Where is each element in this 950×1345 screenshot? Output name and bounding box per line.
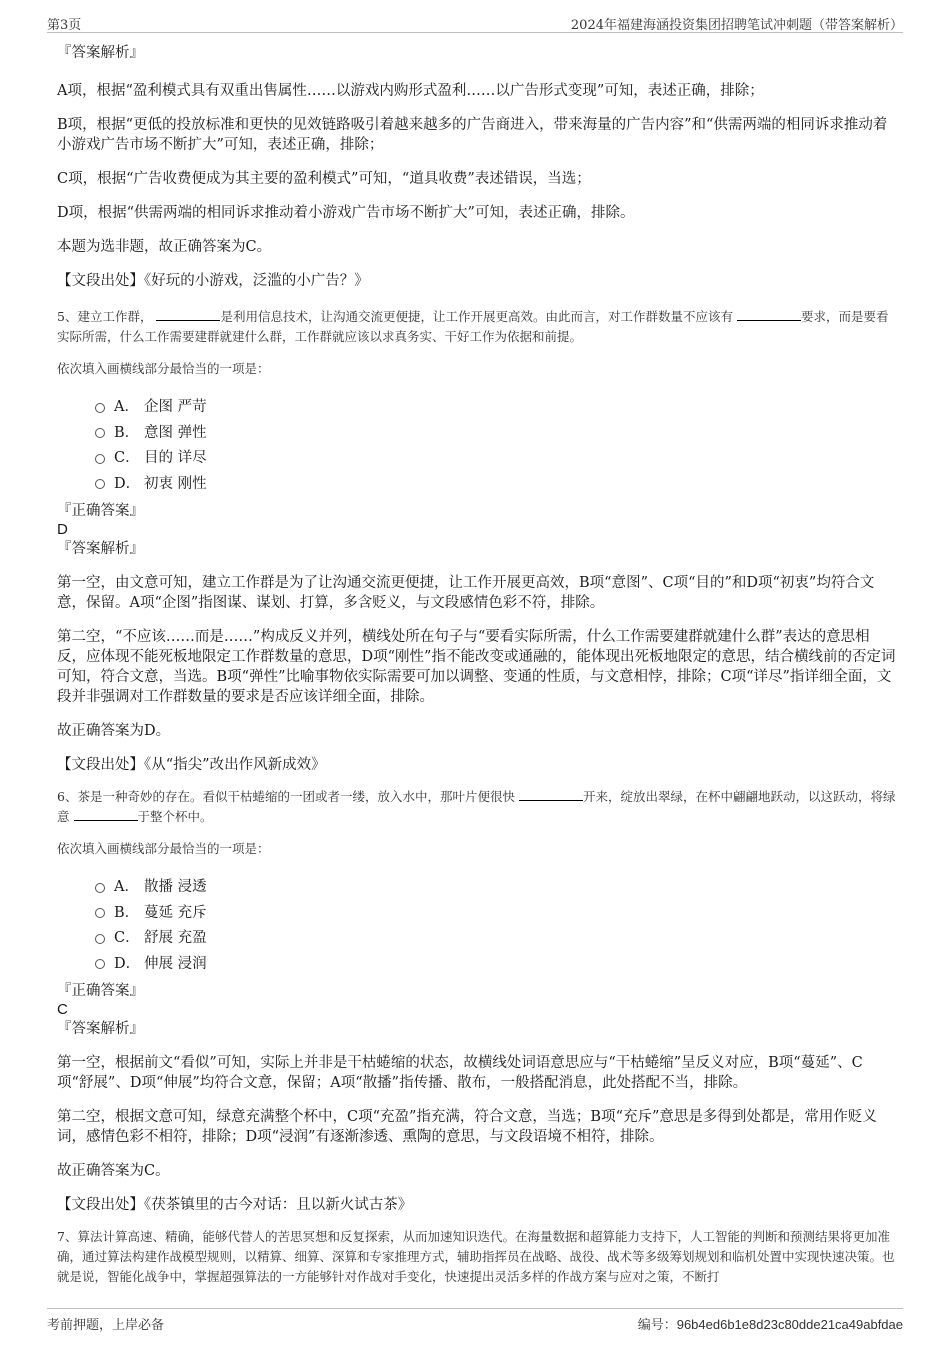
page-number: 第3页 — [47, 18, 82, 33]
document-code: 编号：96b4ed6b1e8d23c80dde21ca49abfdae — [637, 1317, 903, 1333]
fill-blank — [519, 788, 583, 801]
page-header — [47, 12, 903, 33]
analysis-paragraph: A项，根据“盈利模式具有双重出售属性……以游戏内购形式盈利……以广告形式变现”可知，表述正确，排除； — [57, 83, 764, 99]
option-list — [95, 873, 897, 975]
radio-icon[interactable] — [95, 454, 105, 464]
correct-answer: D — [57, 521, 68, 538]
analysis-paragraph: 第一空，由文意可知，建立工作群是为了让沟通交流更便捷，让工作开展更高效，B项“意图”、C项“目的”和D项“初衷”均符合文意，保留。A项“企图”指图谋、谋划、打算，多含贬义，与文段感情色彩不符，排除。 — [57, 575, 875, 611]
analysis-paragraph: 第一空，根据前文“看似”可知，实际上并非是干枯蜷缩的状态，故横线处词语意思应与“干枯蜷缩”呈反义对应，B项“蔓延”、C项“舒展”、D项“伸展”均符合文意，保留；A项“散播”指传播、散布，一般搭配消息，此处搭配不当，排除。 — [57, 1055, 863, 1091]
analysis-conclusion: 本题为选非题，故正确答案为C。 — [57, 239, 272, 255]
question-stem: 7、算法计算高速、精确，能够代替人的苦思冥想和反复探索，从而加速知识迭代。在海量数据和超算能力支持下，人工智能的判断和预测结果将更加准确，通过算法构建作战模型规则，以精算、细算、深算和专家推理方式，辅助指挥员在战略、战役、战术等多级筹划规划和临机处置中实现快速决策。也就是说，智能化战争中，掌握超强算法的一方能够针对作战对手变化，快速提出灵活多样的作战方案与应对之策，不断打 — [57, 1229, 895, 1284]
analysis-paragraph: 第二空，根据文意可知，绿意充满整个杯中，C项“充盈”指充满，符合文意，当选；B项“充斥”意思是多得到处都是，常用作贬义词，感情色彩不相符，排除；D项“浸润”有逐渐渗透、熏陶的意思，与文段语境不相符，排除。 — [57, 1109, 877, 1145]
option-b[interactable]: B． 意图 弹性 — [95, 419, 897, 445]
radio-icon[interactable] — [95, 908, 105, 918]
question-prompt: 依次填入画横线部分最恰当的一项是： — [57, 361, 270, 376]
fill-blank — [737, 308, 801, 321]
page-footer — [47, 1308, 903, 1335]
option-c[interactable]: C． 舒展 充盈 — [95, 924, 897, 950]
analysis-label: 『答案解析』 — [57, 541, 144, 557]
analysis-conclusion: 故正确答案为D。 — [57, 723, 171, 739]
analysis-label: 『答案解析』 — [57, 1021, 144, 1037]
analysis-label: 『答案解析』 — [57, 45, 144, 61]
source-citation: 【文段出处】《茯茶镇里的古今对话：且以新火试古茶》 — [57, 1197, 413, 1213]
correct-answer-label: 『正确答案』 — [57, 983, 144, 999]
analysis-paragraph: 第二空，“不应该……而是……”构成反义并列，横线处所在句子与“要看实际所需，什么工作需要建群就建什么群”表达的意思相反，应体现不能死板地限定工作群数量的意思，D项“刚性”指不能改变或通融的，能体现出死板地限定的意思，结合横线前的否定词可知，符合文意，当选。B项“弹性”比喻事物依实际需要可加以调整、变通的性质，与文意相悖，排除；C项“详尽”指详细全面，文段并非强调对工作群数量的要求是否应该详细全面，排除。 — [57, 629, 896, 705]
option-list — [95, 393, 897, 495]
radio-icon[interactable] — [95, 428, 105, 438]
correct-answer-label: 『正确答案』 — [57, 503, 144, 519]
page-content — [57, 43, 897, 1287]
question-stem: 5、建立工作群， 是利用信息技术，让沟通交流更便捷，让工作开展更高效。由此而言，对工作群数量不应该有 要求，而是要看实际所需，什么工作需要建群就建什么群，工作群就应该以求真务实、干好工作为依据和前提。 — [57, 309, 889, 344]
correct-answer: C — [57, 1001, 68, 1018]
analysis-conclusion: 故正确答案为C。 — [57, 1163, 170, 1179]
fill-blank — [156, 308, 220, 321]
radio-icon[interactable] — [95, 883, 105, 893]
radio-icon[interactable] — [95, 959, 105, 969]
question-prompt: 依次填入画横线部分最恰当的一项是： — [57, 841, 270, 856]
fill-blank — [74, 808, 138, 821]
document-title: 2024年福建海涵投资集团招聘笔试冲刺题（带答案解析） — [570, 18, 903, 33]
question-stem: 6、茶是一种奇妙的存在。看似干枯蜷缩的一团或者一缕，放入水中，那叶片便很快 开来，绽放出翠绿，在杯中翩翩地跃动，以这跃动，将绿意 于整个杯中。 — [57, 789, 896, 824]
option-d[interactable]: D． 伸展 浸润 — [95, 950, 897, 976]
analysis-paragraph: B项，根据“更低的投放标准和更快的见效链路吸引着越来越多的广告商进入，带来海量的广告内容”和“供需两端的相同诉求推动着小游戏广告市场不断扩大”可知，表述正确，排除； — [57, 117, 888, 153]
analysis-paragraph: D项，根据“供需两端的相同诉求推动着小游戏广告市场不断扩大”可知，表述正确，排除。 — [57, 205, 635, 221]
radio-icon[interactable] — [95, 479, 105, 489]
option-d[interactable]: D． 初衷 刚性 — [95, 470, 897, 496]
option-a[interactable]: A． 企图 严苛 — [95, 393, 897, 419]
footer-slogan: 考前押题，上岸必备 — [47, 1318, 165, 1333]
radio-icon[interactable] — [95, 934, 105, 944]
analysis-paragraph: C项，根据“广告收费便成为其主要的盈利模式”可知，“道具收费”表述错误，当选； — [57, 171, 591, 187]
source-citation: 【文段出处】《好玩的小游戏，泛滥的小广告？》 — [57, 273, 369, 289]
source-citation: 【文段出处】《从“指尖”改出作风新成效》 — [57, 757, 326, 773]
option-a[interactable]: A． 散播 浸透 — [95, 873, 897, 899]
option-c[interactable]: C． 目的 详尽 — [95, 444, 897, 470]
radio-icon[interactable] — [95, 403, 105, 413]
option-b[interactable]: B． 蔓延 充斥 — [95, 899, 897, 925]
